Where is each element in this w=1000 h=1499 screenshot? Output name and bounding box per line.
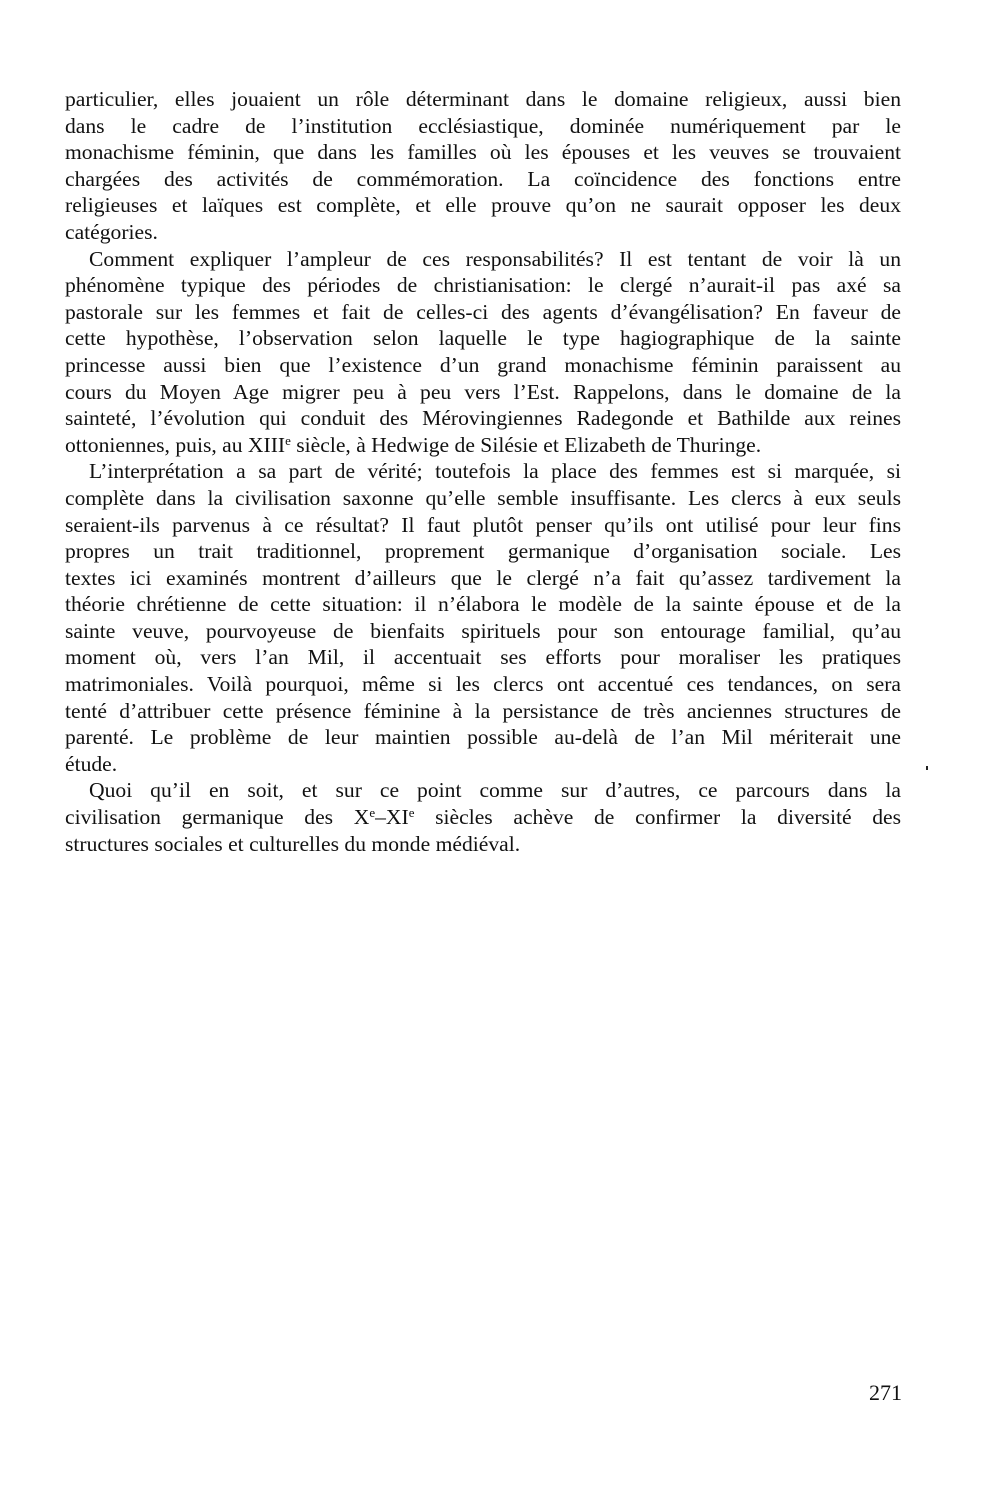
- text-line: ottoniennes, puis, au XIIIe siècle, à Hedwige de Silésie et Elizabeth de Thuringe.: [65, 432, 762, 457]
- text-line: tenté d’attribuer cette présence féminine à la persistance de très anciennes structures de: [65, 698, 901, 723]
- text-line: civilisation germanique des Xe–XIe siècles achève de confirmer la diversité des: [65, 804, 901, 830]
- text-line: structures sociales et culturelles du monde médiéval.: [65, 831, 521, 856]
- page-number: 271: [869, 1380, 902, 1405]
- text-line: Comment expliquer l’ampleur de ces responsabilités? Il est tentant de voir là un: [89, 246, 901, 271]
- text-line: chargées des activités de commémoration. La coïncidence des fonctions entre: [65, 166, 901, 191]
- text-line: cours du Moyen Age migrer peu à peu vers l’Est. Rappelons, dans le domaine de la: [65, 379, 901, 404]
- text-line: parenté. Le problème de leur maintien possible au-delà de l’an Mil mériterait une: [65, 725, 901, 750]
- text-line: seraient-ils parvenus à ce résultat? Il faut plutôt penser qu’ils ont utilisé pour leur fins: [65, 512, 901, 537]
- text-line: religieuses et laïques est complète, et elle prouve qu’on ne saurait opposer les deux: [65, 193, 901, 218]
- paragraph-3: [65, 458, 901, 777]
- text-line: particulier, elles jouaient un rôle déterminant dans le domaine religieux, aussi bien: [65, 87, 901, 111]
- ordinal-superscript: e: [285, 432, 291, 448]
- text-line: princesse aussi bien que l’existence d’un grand monachisme féminin paraissent au: [65, 352, 901, 377]
- text-line: Quoi qu’il en soit, et sur ce point comme sur d’autres, ce parcours dans la: [89, 778, 901, 803]
- paragraph-2: [65, 246, 901, 459]
- text-line: moment où, vers l’an Mil, il accentuait ses efforts pour moraliser les pratiques: [65, 645, 901, 670]
- text-line: monachisme féminin, que dans les familles où les épouses et les veuves se trouvaient: [65, 140, 901, 165]
- text-line: complète dans la civilisation saxonne qu’elle semble insuffisante. Les clercs à eux seuls: [65, 485, 901, 510]
- text-line: sainteté, l’évolution qui conduit des Mérovingiennes Radegonde et Bathilde aux reines: [65, 406, 901, 431]
- text-line: pastorale sur les femmes et fait de celles-ci des agents d’évangélisation? En faveur de: [65, 299, 901, 324]
- paragraph-1: [65, 86, 901, 246]
- body-text: [65, 86, 901, 857]
- text-line: propres un trait traditionnel, proprement germanique d’organisation sociale. Les: [65, 539, 901, 564]
- text-line: phénomène typique des périodes de christianisation: le clergé n’aurait-il pas axé sa: [65, 273, 901, 298]
- text-line: sainte veuve, pourvoyeuse de bienfaits spirituels pour son entourage familial, qu’au: [65, 618, 901, 643]
- print-speck: [926, 766, 928, 770]
- ordinal-superscript: e: [369, 804, 376, 820]
- text-line: théorie chrétienne de cette situation: il n’élabora le modèle de la sainte épouse et de la: [65, 592, 901, 617]
- text-line: étude.: [65, 751, 118, 776]
- text-line: L’interprétation a sa part de vérité; toutefois la place des femmes est si marquée, si: [89, 459, 901, 484]
- text-line: matrimoniales. Voilà pourquoi, même si les clercs ont accentué ces tendances, on sera: [65, 672, 901, 697]
- text-line: dans le cadre de l’institution ecclésiastique, dominée numériquement par le: [65, 113, 901, 138]
- text-line: cette hypothèse, l’observation selon laquelle le type hagiographique de la sainte: [65, 326, 901, 351]
- text-line: catégories.: [65, 219, 158, 244]
- ordinal-superscript: e: [408, 804, 415, 820]
- paragraph-4: [65, 777, 901, 857]
- text-line: textes ici examinés montrent d’ailleurs que le clergé n’a fait qu’assez tardivement la: [65, 565, 901, 590]
